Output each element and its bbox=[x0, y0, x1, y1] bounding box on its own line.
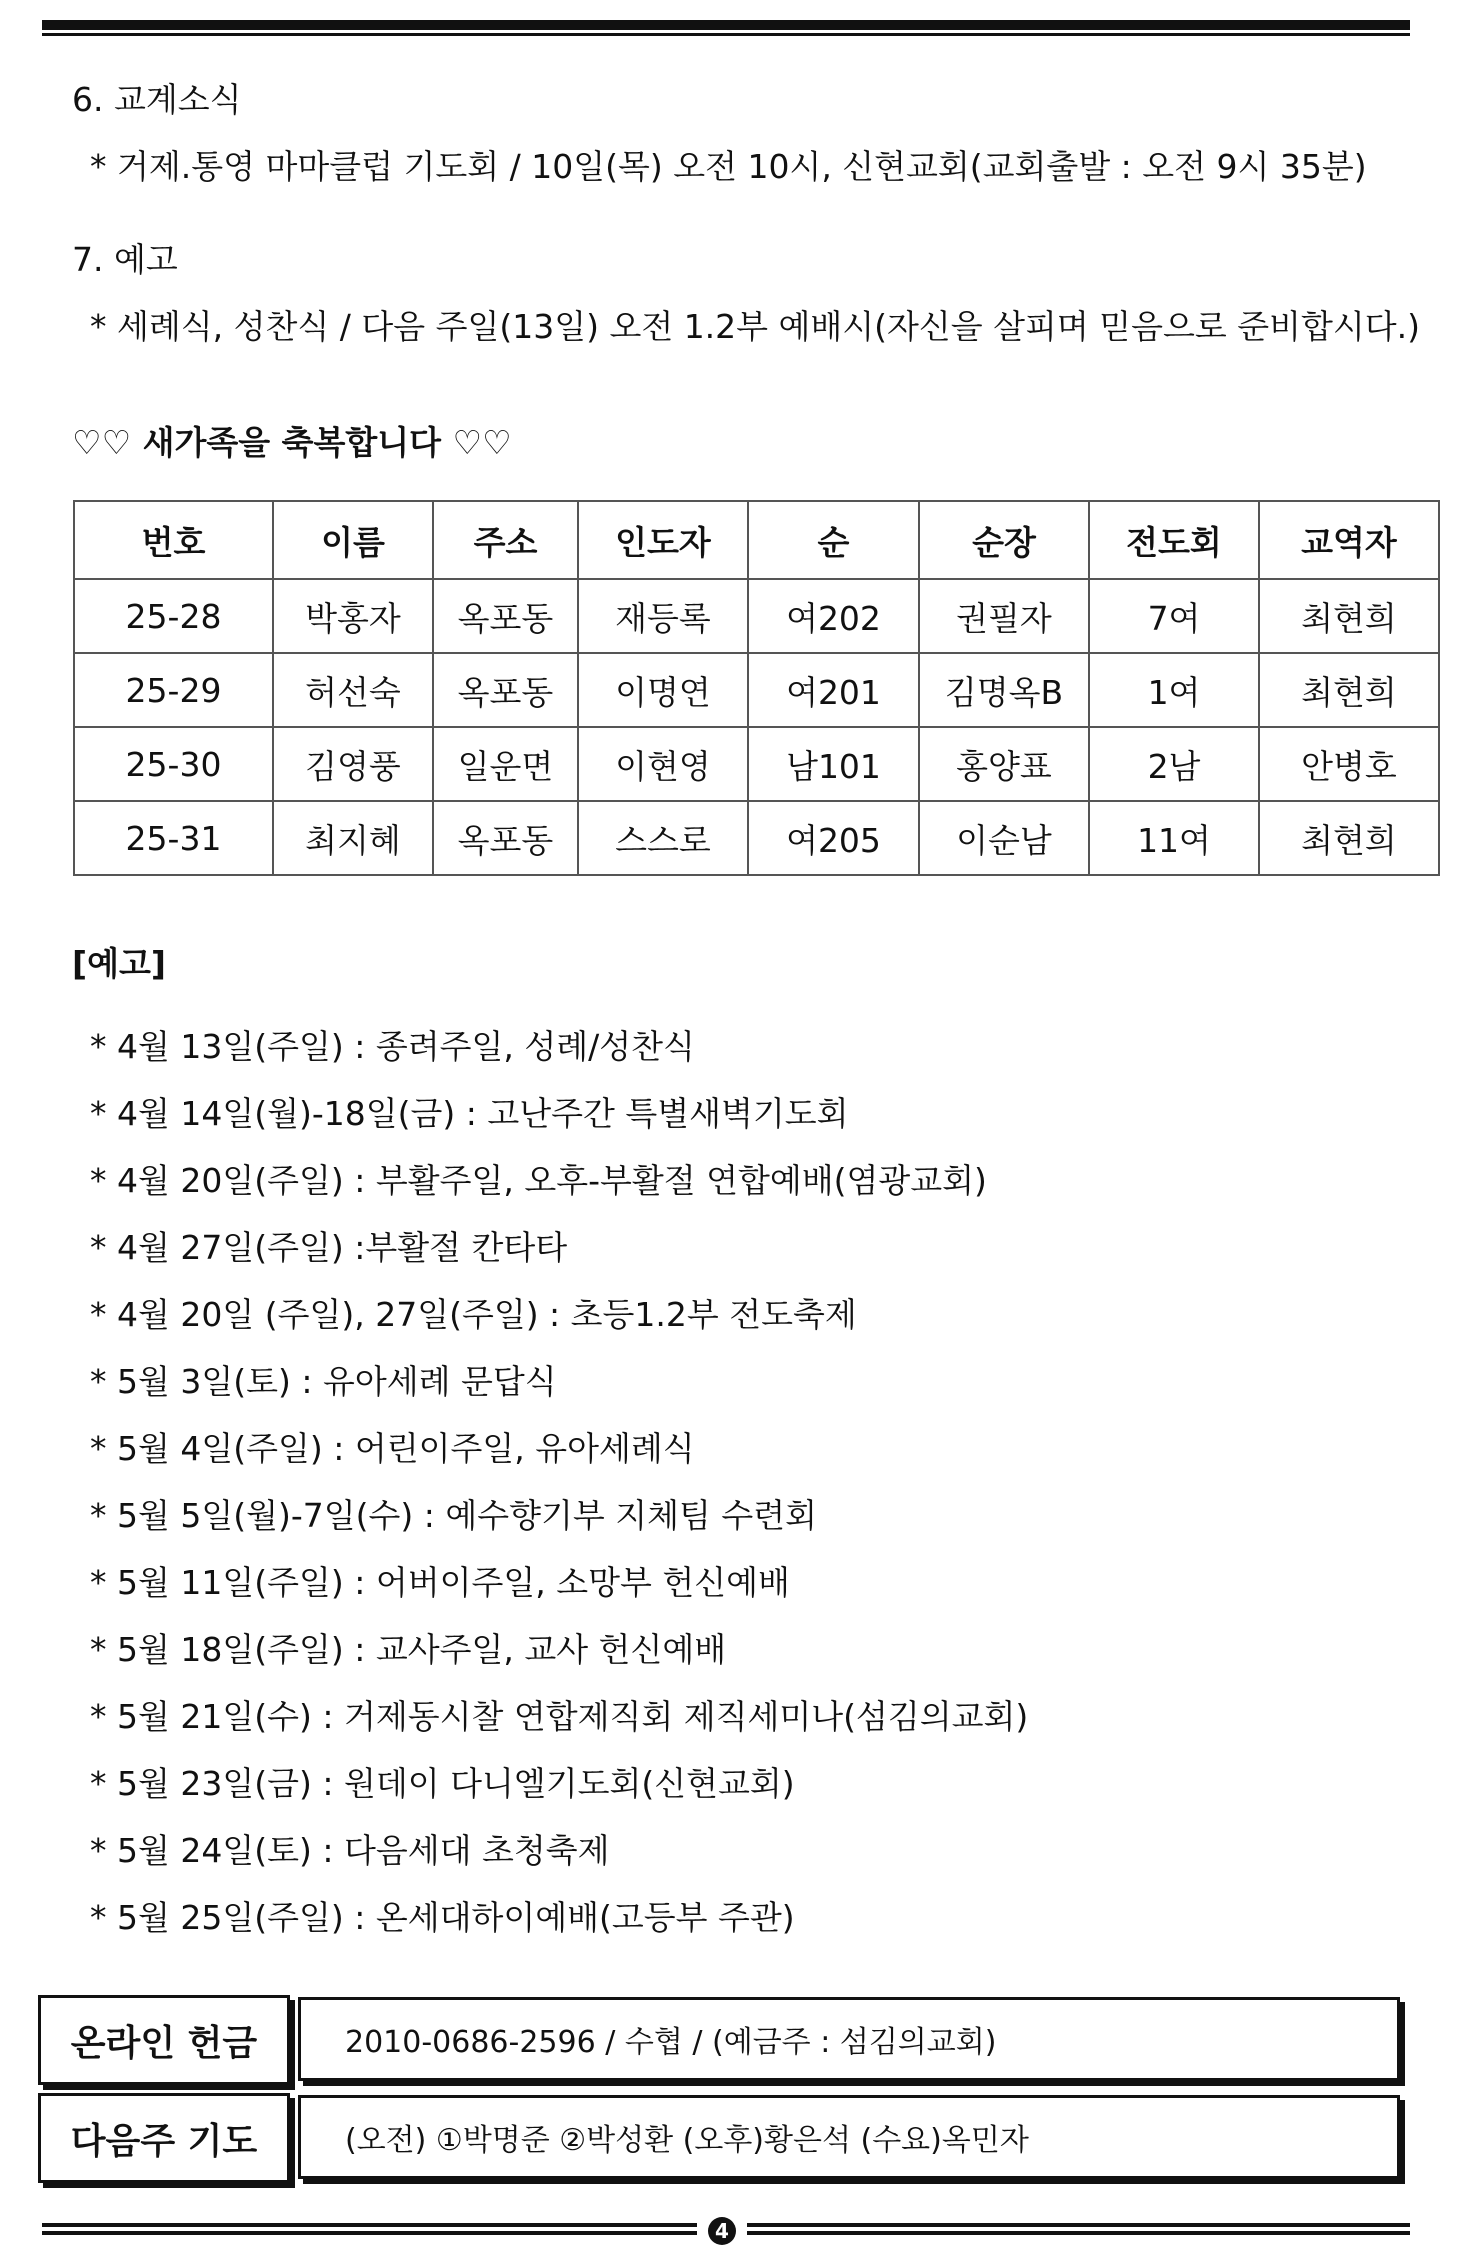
table-header-row bbox=[74, 501, 1439, 579]
section6-title: 6. 교계소식 bbox=[72, 80, 242, 119]
bottom-rule-left-a bbox=[42, 2223, 697, 2227]
table-cell: 일운면 bbox=[433, 727, 578, 801]
col-header-pastor: 교역자 bbox=[1259, 501, 1439, 579]
notice-item: * 5월 18일(주일) : 교사주일, 교사 헌신예배 bbox=[90, 1630, 727, 1669]
notice-item: * 4월 20일 (주일), 27일(주일) : 초등1.2부 전도축제 bbox=[90, 1295, 857, 1334]
table-row bbox=[74, 579, 1439, 653]
notice-item: * 5월 24일(토) : 다음세대 초청축제 bbox=[90, 1831, 610, 1870]
table-row bbox=[74, 801, 1439, 875]
notice-item: * 5월 21일(수) : 거제동시찰 연합제직회 제직세미나(섬김의교회) bbox=[90, 1697, 1029, 1736]
table-cell: 이현영 bbox=[578, 727, 748, 801]
table-cell: 최현희 bbox=[1259, 801, 1439, 875]
notice-item: * 4월 14일(월)-18일(금) : 고난주간 특별새벽기도회 bbox=[90, 1094, 849, 1133]
notice-item: * 5월 25일(주일) : 온세대하이예배(고등부 주관) bbox=[90, 1898, 795, 1937]
notice-item: * 5월 5일(월)-7일(수) : 예수향기부 지체팀 수련회 bbox=[90, 1496, 817, 1535]
table-cell: 최지혜 bbox=[273, 801, 433, 875]
table-cell: 1여 bbox=[1089, 653, 1259, 727]
col-header-group: 순 bbox=[748, 501, 919, 579]
table-cell: 홍양표 bbox=[919, 727, 1089, 801]
col-header-guide: 인도자 bbox=[578, 501, 748, 579]
table-cell: 김영풍 bbox=[273, 727, 433, 801]
table-cell: 7여 bbox=[1089, 579, 1259, 653]
section7-item: * 세례식, 성찬식 / 다음 주일(13일) 오전 1.2부 예배시(자신을 살피며 믿음으로 준비합시다.) bbox=[90, 307, 1421, 346]
table-cell: 남101 bbox=[748, 727, 919, 801]
table-cell: 허선숙 bbox=[273, 653, 433, 727]
table-cell: 11여 bbox=[1089, 801, 1259, 875]
bottom-rule-left-b bbox=[42, 2231, 697, 2235]
notice-item: * 5월 4일(주일) : 어린이주일, 유아세례식 bbox=[90, 1429, 695, 1468]
table-cell: 안병호 bbox=[1259, 727, 1439, 801]
col-header-address: 주소 bbox=[433, 501, 578, 579]
notice-item: * 5월 23일(금) : 원데이 다니엘기도회(신현교회) bbox=[90, 1764, 795, 1803]
notice-item: * 5월 3일(토) : 유아세례 문답식 bbox=[90, 1362, 557, 1401]
section6-item: * 거제.통영 마마클럽 기도회 / 10일(목) 오전 10시, 신현교회(교회출발 : 오전 9시 35분) bbox=[90, 147, 1367, 186]
table-cell: 25-28 bbox=[74, 579, 273, 653]
new-family-table bbox=[73, 500, 1440, 876]
page-number-badge: 4 bbox=[708, 2217, 736, 2245]
notice-heading: [예고] bbox=[72, 944, 166, 983]
notice-item: * 4월 13일(주일) : 종려주일, 성례/성찬식 bbox=[90, 1027, 695, 1066]
table-row bbox=[74, 727, 1439, 801]
section7-title: 7. 예고 bbox=[72, 240, 178, 279]
table-cell: 스스로 bbox=[578, 801, 748, 875]
notice-item: * 5월 11일(주일) : 어버이주일, 소망부 헌신예배 bbox=[90, 1563, 790, 1602]
table-cell: 최현희 bbox=[1259, 579, 1439, 653]
table-cell: 김명옥B bbox=[919, 653, 1089, 727]
col-header-mission-society: 전도회 bbox=[1089, 501, 1259, 579]
table-cell: 이명연 bbox=[578, 653, 748, 727]
table-cell: 옥포동 bbox=[433, 579, 578, 653]
table-cell: 2남 bbox=[1089, 727, 1259, 801]
col-header-group-leader: 순장 bbox=[919, 501, 1089, 579]
table-cell: 이순남 bbox=[919, 801, 1089, 875]
top-rule bbox=[42, 20, 1410, 38]
table-cell: 옥포동 bbox=[433, 653, 578, 727]
table-cell: 25-29 bbox=[74, 653, 273, 727]
table-cell: 25-31 bbox=[74, 801, 273, 875]
table-cell: 재등록 bbox=[578, 579, 748, 653]
notice-item: * 4월 27일(주일) :부활절 칸타타 bbox=[90, 1228, 568, 1267]
table-cell: 여201 bbox=[748, 653, 919, 727]
table-cell: 박홍자 bbox=[273, 579, 433, 653]
col-header-name: 이름 bbox=[273, 501, 433, 579]
top-rule-thin bbox=[42, 33, 1410, 36]
top-rule-thick bbox=[42, 20, 1410, 30]
bottom-rule-right-a bbox=[747, 2223, 1410, 2227]
bottom-rule-right-b bbox=[747, 2231, 1410, 2235]
table-cell: 옥포동 bbox=[433, 801, 578, 875]
table-cell: 여202 bbox=[748, 579, 919, 653]
table-row bbox=[74, 653, 1439, 727]
next-prayer-value: (오전) ①박명준 ②박성환 (오후)황은석 (수요)옥민자 bbox=[298, 2095, 1400, 2179]
table-cell: 25-30 bbox=[74, 727, 273, 801]
online-offering-value: 2010-0686-2596 / 수협 / (예금주 : 섬김의교회) bbox=[298, 1997, 1400, 2081]
table-cell: 최현희 bbox=[1259, 653, 1439, 727]
table-cell: 권필자 bbox=[919, 579, 1089, 653]
new-family-heading: ♡♡ 새가족을 축복합니다 ♡♡ bbox=[72, 423, 512, 462]
col-header-number: 번호 bbox=[74, 501, 273, 579]
table-cell: 여205 bbox=[748, 801, 919, 875]
next-prayer-label: 다음주 기도 bbox=[38, 2093, 290, 2183]
online-offering-label: 온라인 헌금 bbox=[38, 1995, 290, 2085]
notice-item: * 4월 20일(주일) : 부활주일, 오후-부활절 연합예배(염광교회) bbox=[90, 1161, 987, 1200]
